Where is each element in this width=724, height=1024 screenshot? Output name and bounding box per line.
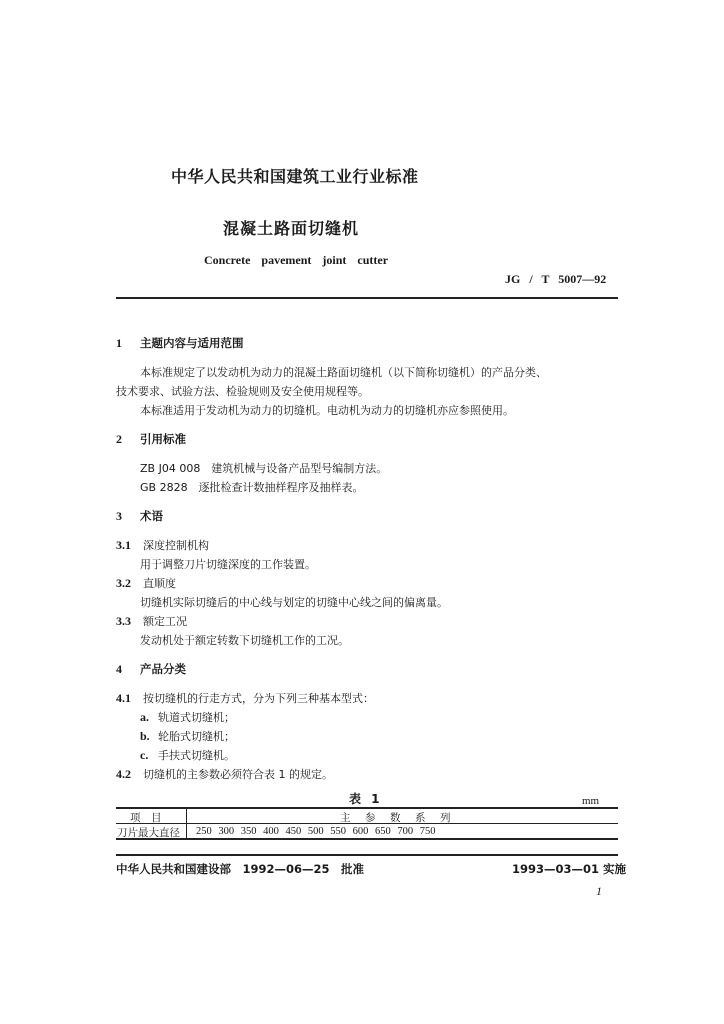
term-heading (116, 613, 187, 629)
reference-item: GB 2828 逐批检查计数抽样程序及抽样表。 (140, 481, 364, 494)
table-cell: 400 (263, 826, 279, 837)
list-text: 轨道式切缝机； (158, 711, 235, 724)
section-4-heading (116, 661, 186, 677)
list-item (140, 728, 235, 744)
list-item (140, 747, 235, 763)
clause (116, 766, 333, 782)
table-cell: 550 (330, 826, 346, 837)
list-marker: c. (140, 748, 149, 762)
table-cell: 500 (307, 826, 324, 837)
header-rule (116, 297, 618, 299)
list-item (140, 709, 235, 725)
list-text: 轮胎式切缝机； (158, 730, 235, 743)
section-3-heading (116, 508, 163, 524)
table-cell: 250 (196, 826, 212, 837)
page-number: 1 (596, 884, 602, 898)
term-heading (116, 575, 176, 591)
table-header-item: 项 目 (130, 812, 162, 824)
table-cell: 650 (375, 826, 391, 837)
table-cell: 450 (285, 826, 302, 837)
paragraph-line: 技术要求、试验方法、检验规则及安全使用规程等。 (116, 385, 369, 398)
section-1-heading (116, 335, 244, 351)
issuing-body: 中华人民共和国建筑工业行业标准 (171, 167, 419, 186)
table-row-values (196, 826, 436, 837)
effective-date: 1993—03—01 实施 (512, 862, 627, 876)
table-column-divider (186, 808, 187, 838)
clause-number: 4.2 (116, 767, 131, 781)
clause-text: 切缝机的主参数必须符合表 1 的规定。 (143, 768, 333, 781)
term-number: 3.1 (116, 538, 131, 552)
term-definition: 切缝机实际切缝后的中心线与划定的切缝中心线之间的偏离量。 (140, 596, 448, 609)
term-title: 直顺度 (143, 577, 176, 590)
section-title: 产品分类 (140, 662, 186, 676)
table-cell: 700 (397, 826, 414, 837)
section-number: 3 (116, 509, 122, 523)
standard-code: JG / T 5007—92 (505, 272, 607, 286)
table-bottom-rule (116, 838, 618, 840)
section-title: 主题内容与适用范围 (140, 336, 244, 350)
table-title: 表 1 (349, 792, 380, 806)
term-title: 额定工况 (143, 615, 187, 628)
list-marker: b. (140, 729, 150, 743)
section-number: 4 (116, 662, 122, 676)
reference-item: ZB J04 008 建筑机械与设备产品型号编制方法。 (140, 462, 388, 475)
table-cell: 350 (240, 826, 257, 837)
term-heading (116, 537, 209, 553)
document-title: 混凝土路面切缝机 (223, 219, 360, 238)
clause-number: 4.1 (116, 691, 131, 705)
table-cell: 750 (419, 826, 436, 837)
term-definition: 发动机处于额定转数下切缝机工作的工况。 (140, 634, 349, 647)
clause (116, 690, 374, 706)
section-number: 1 (116, 336, 122, 350)
table-header-series: 主 参 数 系 列 (340, 812, 453, 824)
paragraph: 本标准适用于发动机为动力的切缝机。电动机为动力的切缝机亦应参照使用。 (140, 404, 514, 417)
section-number: 2 (116, 432, 122, 446)
table-row-label: 刀片最大直径 (117, 827, 180, 839)
document-title-english: Concrete pavement joint cutter (204, 253, 389, 267)
table-cell: 300 (218, 826, 235, 837)
approval-line: 中华人民共和国建设部 1992—06—25 批准 (116, 862, 365, 876)
term-number: 3.2 (116, 576, 131, 590)
clause-text: 按切缝机的行走方式，分为下列三种基本型式： (143, 692, 374, 705)
section-2-heading (116, 431, 186, 447)
section-title: 术语 (140, 509, 163, 523)
term-title: 深度控制机构 (143, 539, 209, 552)
term-definition: 用于调整刀片切缝深度的工作装置。 (140, 558, 316, 571)
section-title: 引用标准 (140, 432, 186, 446)
paragraph-line: 本标准规定了以发动机为动力的混凝土路面切缝机（以下简称切缝机）的产品分类、 (140, 366, 547, 379)
footer-rule (116, 854, 618, 856)
list-marker: a. (140, 710, 149, 724)
table-top-rule (116, 807, 618, 809)
term-number: 3.3 (116, 614, 131, 628)
list-text: 手扶式切缝机。 (158, 749, 235, 762)
table-unit: mm (582, 795, 600, 807)
table-cell: 600 (352, 826, 369, 837)
